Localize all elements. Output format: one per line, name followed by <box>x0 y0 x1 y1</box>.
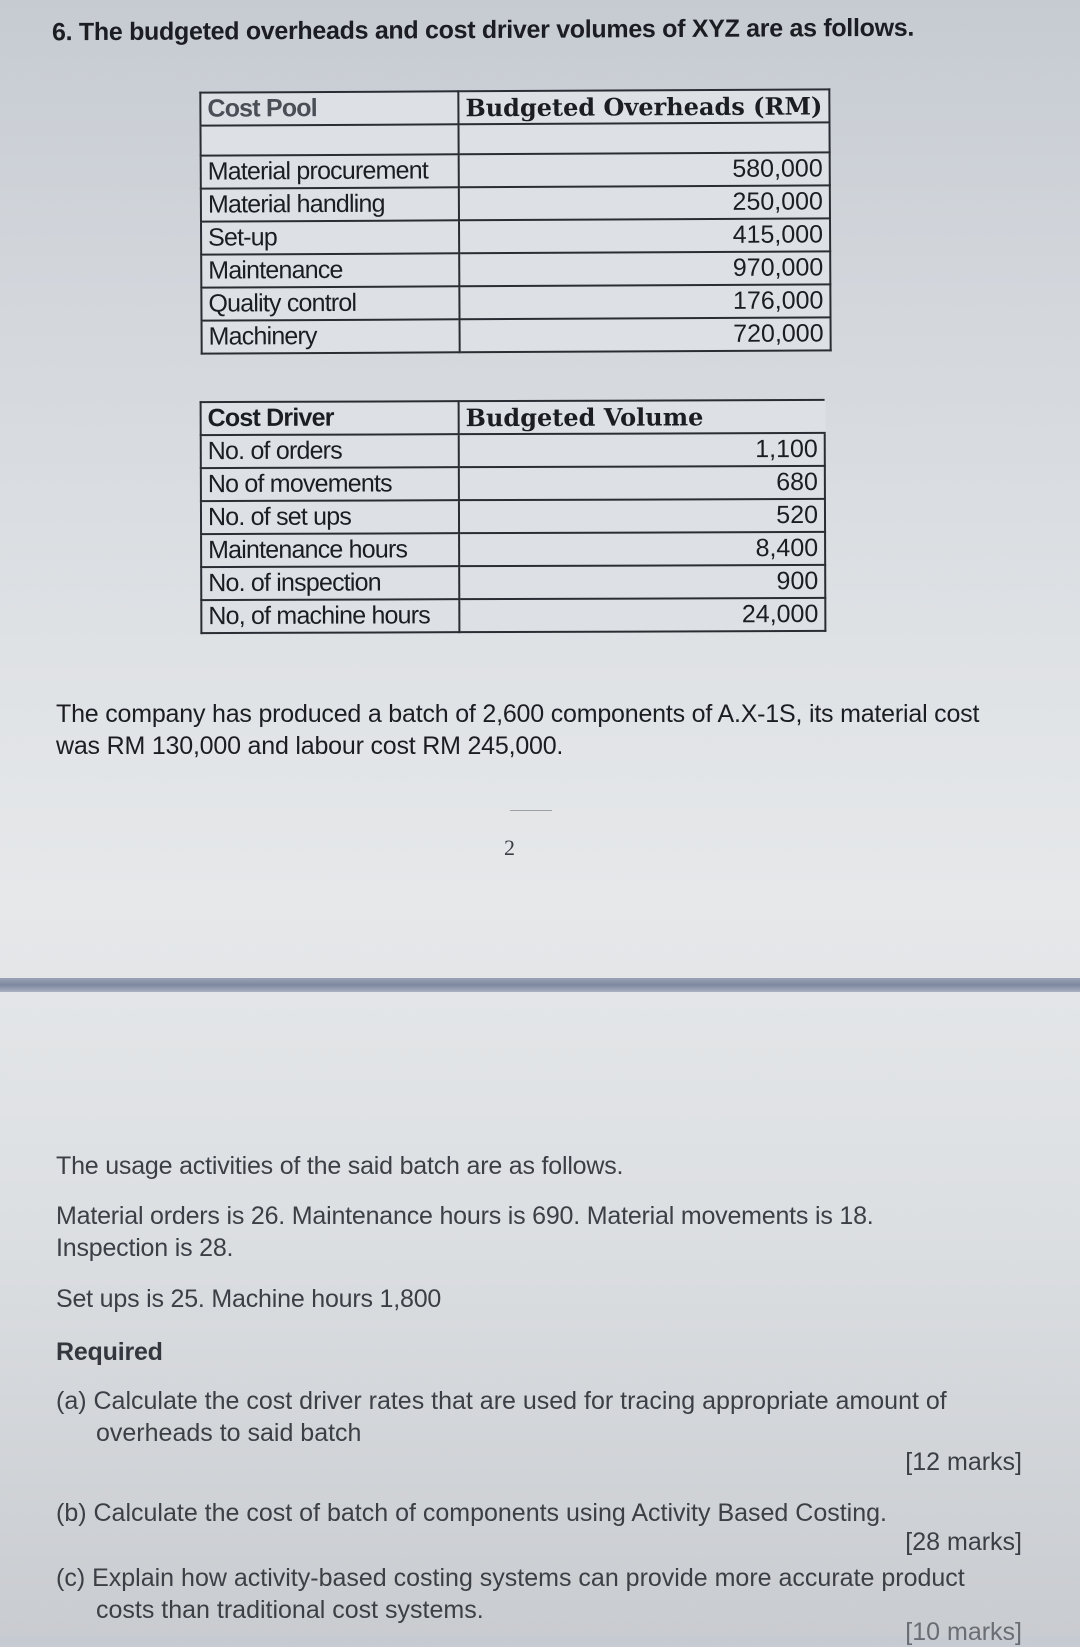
header-budgeted-volume: Budgeted Volume <box>459 400 825 434</box>
item-text: (c) Explain how activity-based costing systems can provide more accurate product costs than traditional cost systems. <box>56 1564 965 1624</box>
table-row <box>201 499 825 534</box>
table-row <box>201 565 825 600</box>
table-row <box>201 152 830 188</box>
cost-driver-table <box>200 399 827 634</box>
usage-line-2: Set ups is 25. Machine hours 1,800 <box>56 1285 442 1313</box>
cell-value: 680 <box>459 466 825 500</box>
cell-label: No. of set ups <box>201 500 459 534</box>
cell-value: 1,100 <box>459 433 825 467</box>
cell-label: Machinery <box>202 319 460 353</box>
cell-label: Maintenance <box>201 253 459 287</box>
cell-value: 520 <box>459 499 825 533</box>
table-row <box>201 532 825 567</box>
cost-pool-table <box>199 88 831 354</box>
table-row <box>201 185 830 221</box>
cell-label: Quality control <box>201 286 459 320</box>
cell-value: 900 <box>459 565 825 599</box>
cell-label: Material handling <box>201 187 459 221</box>
batch-intro-paragraph: The company has produced a batch of 2,600 components of A.X-1S, its material cost was RM 130,000 and labour cost RM 245,000. <box>56 700 980 760</box>
header-budgeted-overheads: Budgeted Overheads (RM) <box>458 89 829 124</box>
required-item-b <box>56 1497 1016 1529</box>
cell-label: No of movements <box>201 467 459 501</box>
cell-label: Set-up <box>201 220 459 254</box>
required-item-c <box>56 1562 1016 1626</box>
cell-value: 8,400 <box>459 532 825 566</box>
cell-value: 176,000 <box>459 284 830 319</box>
cell-value: 415,000 <box>459 218 830 253</box>
cell-value: 720,000 <box>460 317 831 352</box>
cell-label: No, of machine hours <box>201 599 459 633</box>
marks-a: [12 marks] <box>905 1448 1022 1476</box>
page-divider <box>0 978 1080 992</box>
cell-value: 24,000 <box>459 598 825 632</box>
marks-b: [28 marks] <box>905 1528 1022 1556</box>
table-row <box>201 598 825 633</box>
cell-label: No. of inspection <box>201 566 459 600</box>
cell-label: Maintenance hours <box>201 533 459 567</box>
table-row <box>201 284 830 320</box>
cell-value: 970,000 <box>459 251 830 286</box>
item-text: (a) Calculate the cost driver rates that are used for tracing appropriate amount of overheads to said batch <box>56 1387 947 1447</box>
header-cost-driver: Cost Driver <box>201 401 459 435</box>
page-number-dash <box>510 810 552 811</box>
cell-label: No. of orders <box>201 434 459 468</box>
usage-line-1: Material orders is 26. Maintenance hours is 690. Material movements is 18. Inspection is 28. <box>56 1202 874 1262</box>
cell-label: Material procurement <box>201 154 459 188</box>
table-row <box>202 317 831 353</box>
table-header-row <box>201 400 825 435</box>
table-row <box>201 466 825 501</box>
required-label: Required <box>56 1338 163 1366</box>
table-row <box>201 251 830 287</box>
table-row-blank <box>200 122 829 155</box>
table-header-row <box>200 89 829 125</box>
marks-c: [10 marks] <box>905 1618 1022 1646</box>
header-cost-pool: Cost Pool <box>200 91 458 125</box>
cell-value: 250,000 <box>459 185 830 220</box>
page-number: 2 <box>504 835 515 860</box>
required-item-a <box>56 1385 1016 1449</box>
table-row <box>201 218 830 254</box>
table-row <box>201 433 825 468</box>
usage-intro: The usage activities of the said batch are as follows. <box>56 1152 624 1180</box>
item-text: (b) Calculate the cost of batch of components using Activity Based Costing. <box>56 1499 887 1527</box>
cell-value: 580,000 <box>459 152 830 187</box>
question-heading: 6. The budgeted overheads and cost driver volumes of XYZ are as follows. <box>52 13 914 47</box>
